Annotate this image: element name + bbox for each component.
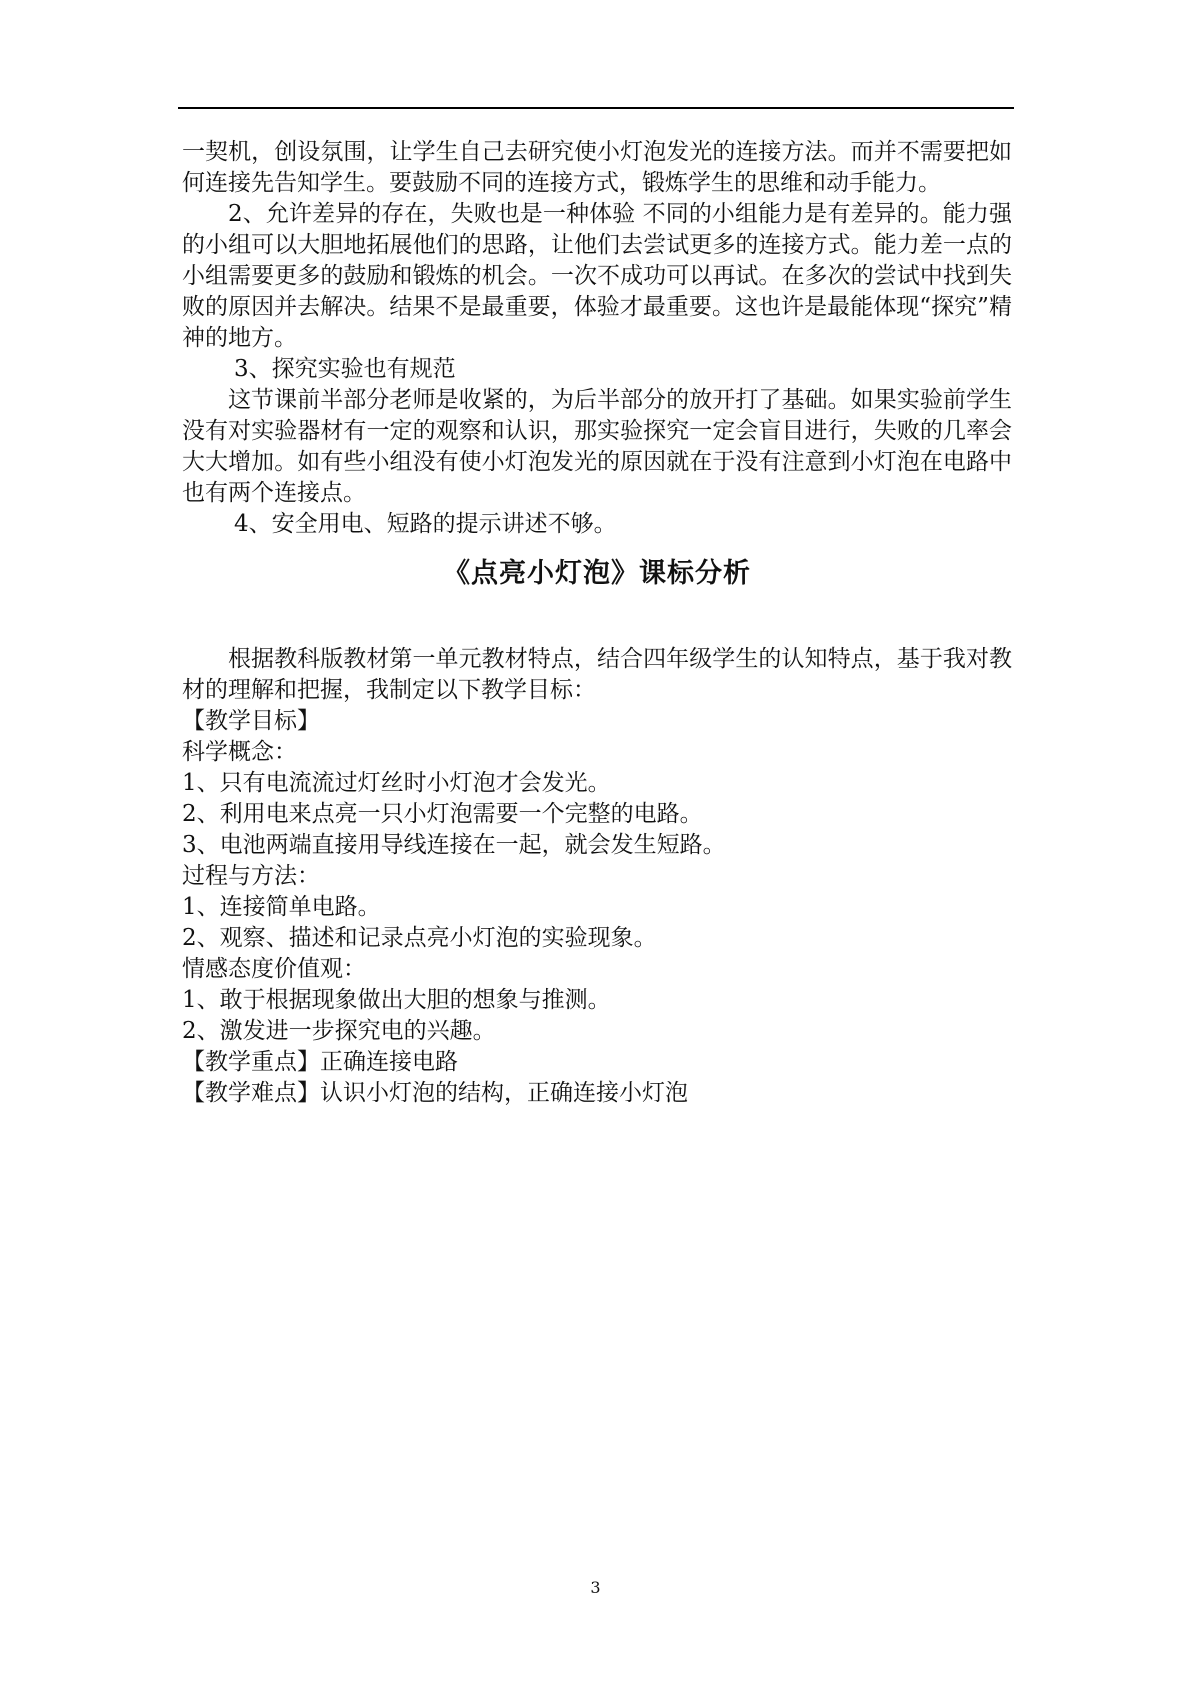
- page-content: [182, 137, 1012, 1109]
- concept-item: 2、利用电来点亮一只小灯泡需要一个完整的电路。: [182, 801, 703, 827]
- header-rule: [178, 107, 1014, 109]
- concept-item: 1、只有电流流过灯丝时小灯泡才会发光。: [182, 770, 611, 796]
- difficult-point: 【教学难点】认识小灯泡的结构，正确连接小灯泡: [182, 1080, 688, 1106]
- reflection-paragraph-1: 一契机，创设氛围，让学生自己去研究使小灯泡发光的连接方法。而并不需要把如何连接先告知学生。要鼓励不同的连接方式，锻炼学生的思维和动手能力。: [182, 139, 1012, 196]
- goals-heading: 【教学目标】: [182, 708, 320, 734]
- reflection-paragraph-3: 这节课前半部分老师是收紧的，为后半部分的放开打了基础。如果实验前学生没有对实验器材有一定的观察和认识，那实验探究一定会盲目进行，失败的几率会大大增加。如有些小组没有使小灯泡发光的原因就在于没有注意到小灯泡在电路中也有两个连接点。: [182, 387, 1012, 506]
- analysis-intro: 根据教科版教材第一单元教材特点，结合四年级学生的认知特点，基于我对教材的理解和把握，我制定以下教学目标：: [182, 646, 1012, 703]
- page-number: 3: [590, 1578, 601, 1597]
- concepts-heading: 科学概念：: [182, 739, 297, 765]
- analysis-section: [182, 644, 1012, 1109]
- values-item: 2、激发进一步探究电的兴趣。: [182, 1018, 496, 1044]
- process-heading: 过程与方法：: [182, 863, 320, 889]
- reflection-paragraph-4: 4、安全用电、短路的提示讲述不够。: [234, 511, 617, 537]
- key-point: 【教学重点】正确连接电路: [182, 1049, 458, 1075]
- concept-item: 3、电池两端直接用导线连接在一起，就会发生短路。: [182, 832, 726, 858]
- reflection-heading-3: 3、探究实验也有规范: [234, 356, 456, 382]
- process-item: 1、连接简单电路。: [182, 894, 381, 920]
- values-item: 1、敢于根据现象做出大胆的想象与推测。: [182, 987, 611, 1013]
- process-item: 2、观察、描述和记录点亮小灯泡的实验现象。: [182, 925, 657, 951]
- reflection-paragraph-2: 2、允许差异的存在，失败也是一种体验 不同的小组能力是有差异的。能力强的小组可以大胆地拓展他们的思路，让他们去尝试更多的连接方式。能力差一点的小组需要更多的鼓励和锻炼的机会。一次不成功可以再试。在多次的尝试中找到失败的原因并去解决。结果不是最重要，体验才最重要。这也许是最能体现“探究”精神的地方。: [182, 201, 1012, 351]
- analysis-title: 《点亮小灯泡》课标分析: [443, 558, 751, 589]
- values-heading: 情感态度价值观：: [182, 956, 366, 982]
